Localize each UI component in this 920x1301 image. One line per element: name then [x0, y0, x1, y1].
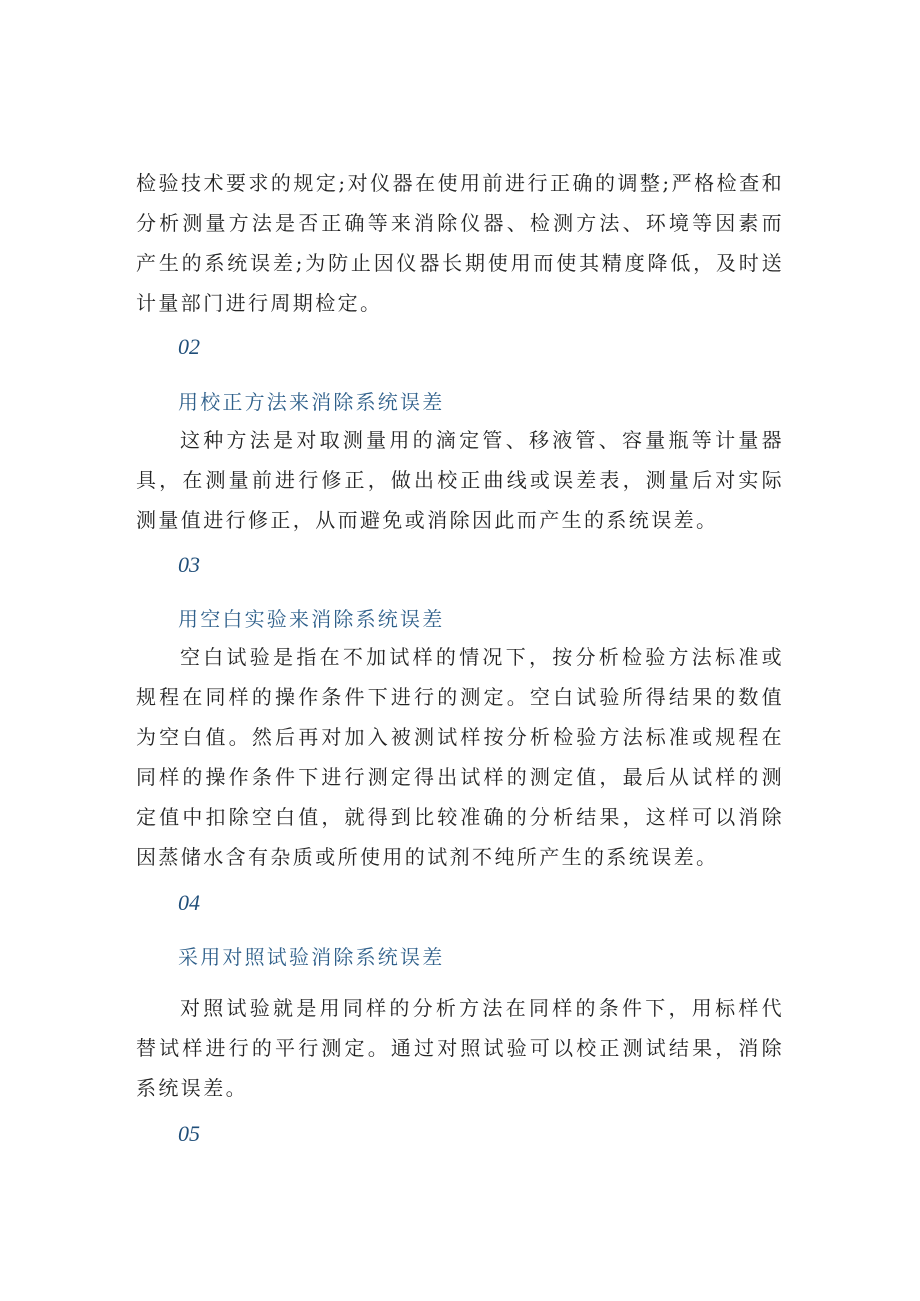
- paragraph-control-test: 对照试验就是用同样的分析方法在同样的条件下，用标样代替试样进行的平行测定。通过对照试验可以校正测试结果，消除系统误差。: [136, 996, 784, 1100]
- section-number-02: 02: [178, 334, 200, 359]
- paragraph-blank-test: 空白试验是指在不加试样的情况下，按分析检验方法标准或规程在同样的操作条件下进行的测定。空白试验所得结果的数值为空白值。然后再对加入被测试样按分析检验方法标准或规程在同样的操作条件下进行测定得出试样的测定值，最后从试样的测定值中扣除空白值，就得到比较准确的分析结果，这样可以消除因蒸储水含有杂质或所使用的试剂不纯所产生的系统误差。: [136, 645, 784, 869]
- section-number-05: 05: [178, 1121, 200, 1146]
- section-heading-04: 采用对照试验消除系统误差: [178, 945, 445, 969]
- section-number-03: 03: [178, 552, 200, 577]
- paragraph-instrument-calibration: 检验技术要求的规定;对仪器在使用前进行正确的调整;严格检查和分析测量方法是否正确等来消除仪器、检测方法、环境等因素而产生的系统误差;为防止因仪器长期使用而使其精度降低，及时送计量部门进行周期检定。: [136, 171, 784, 315]
- section-heading-02: 用校正方法来消除系统误差: [178, 390, 445, 414]
- section-heading-03: 用空白实验来消除系统误差: [178, 607, 445, 631]
- paragraph-correction-method: 这种方法是对取测量用的滴定管、移液管、容量瓶等计量器具，在测量前进行修正，做出校正曲线或误差表，测量后对实际测量值进行修正，从而避免或消除因此而产生的系统误差。: [136, 428, 784, 532]
- section-number-04: 04: [178, 890, 200, 915]
